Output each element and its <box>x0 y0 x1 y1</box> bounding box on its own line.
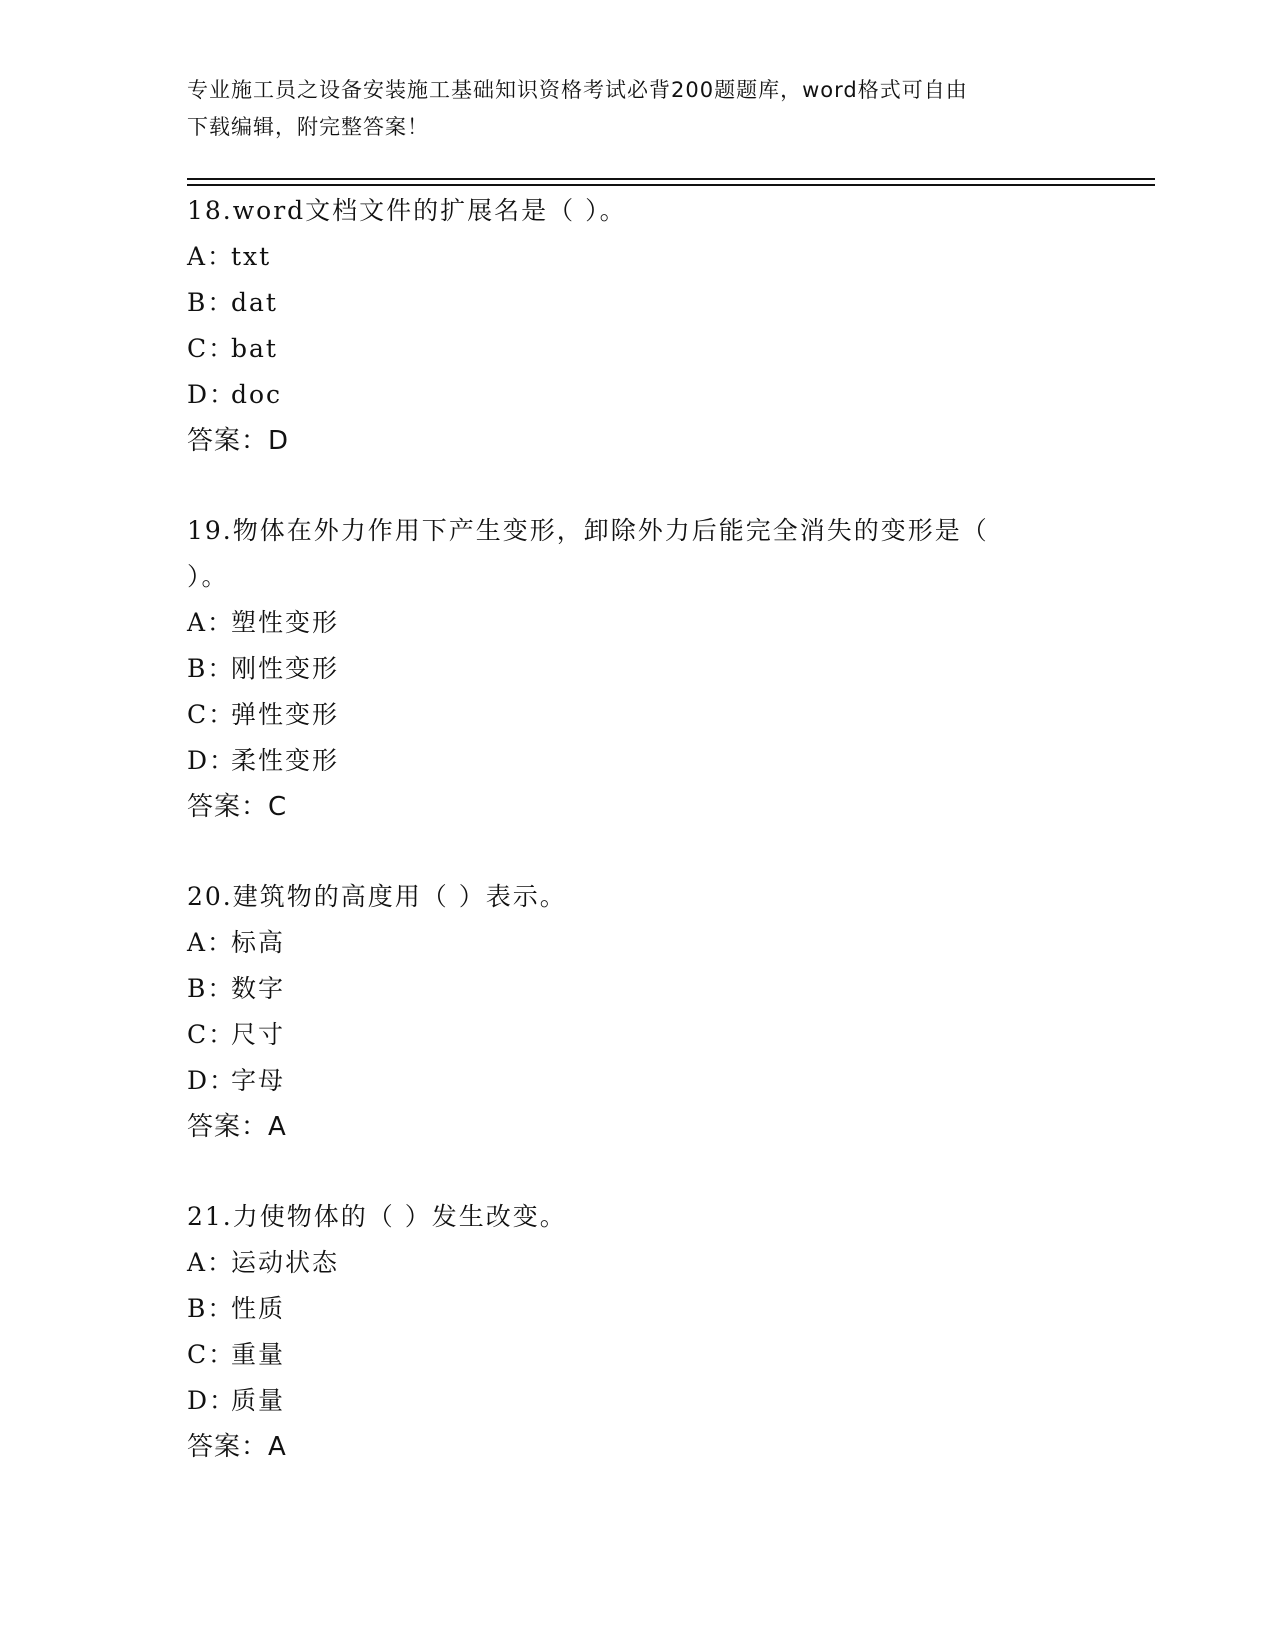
question-19 <box>187 508 1087 830</box>
option-letter: D： <box>187 1066 237 1095</box>
option-c <box>187 1332 1087 1378</box>
option-letter: B： <box>187 654 235 683</box>
option-letter: C： <box>187 334 236 363</box>
header-line-1: 专业施工员之设备安装施工基础知识资格考试必背200题题库，word格式可自由 <box>187 78 968 102</box>
option-text: 刚性变形 <box>231 654 340 683</box>
header-rule-bottom <box>187 184 1155 186</box>
option-d <box>187 372 1087 418</box>
option-letter: A： <box>187 242 235 271</box>
question-stem <box>187 188 1087 234</box>
question-text: 物体在外力作用下产生变形，卸除外力后能完全消失的变形是（ <box>232 516 989 545</box>
option-text: 质量 <box>231 1386 286 1415</box>
question-18 <box>187 188 1087 464</box>
question-stem <box>187 1194 1087 1240</box>
document-header <box>187 72 1067 146</box>
option-c <box>187 326 1087 372</box>
option-text: dat <box>231 288 278 317</box>
option-c <box>187 1012 1087 1058</box>
answer-line: 答案：A <box>187 1112 287 1142</box>
answer-line: 答案：C <box>187 792 288 822</box>
option-a <box>187 1240 1087 1286</box>
option-letter: A： <box>187 928 235 957</box>
header-line-2: 下载编辑，附完整答案！ <box>187 115 429 139</box>
option-d <box>187 1058 1087 1104</box>
option-text: 弹性变形 <box>231 700 340 729</box>
option-b <box>187 280 1087 326</box>
option-text: txt <box>231 242 272 271</box>
question-text: word文档文件的扩展名是（ ）。 <box>232 196 627 225</box>
question-stem <box>187 508 1087 554</box>
option-letter: C： <box>187 700 236 729</box>
question-20 <box>187 874 1087 1150</box>
option-letter: B： <box>187 974 235 1003</box>
question-number: 21. <box>187 1202 233 1231</box>
option-letter: A： <box>187 608 235 637</box>
question-number: 19. <box>187 516 233 545</box>
option-text: 字母 <box>231 1066 286 1095</box>
option-letter: C： <box>187 1020 236 1049</box>
question-text: 建筑物的高度用（ ）表示。 <box>232 882 567 911</box>
option-text: 尺寸 <box>231 1020 286 1049</box>
question-stem <box>187 874 1087 920</box>
option-b <box>187 966 1087 1012</box>
option-text: 运动状态 <box>231 1248 340 1277</box>
option-a <box>187 234 1087 280</box>
answer-line: 答案：A <box>187 1432 287 1462</box>
question-stem-continuation: ）。 <box>187 562 229 591</box>
option-letter: D： <box>187 1386 237 1415</box>
option-b <box>187 1286 1087 1332</box>
option-d <box>187 1378 1087 1424</box>
option-a <box>187 600 1087 646</box>
option-text: 重量 <box>231 1340 286 1369</box>
option-d <box>187 738 1087 784</box>
option-text: bat <box>231 334 278 363</box>
option-letter: B： <box>187 1294 235 1323</box>
question-text: 力使物体的（ ）发生改变。 <box>232 1202 567 1231</box>
option-letter: A： <box>187 1248 235 1277</box>
question-number: 20. <box>187 882 233 911</box>
option-text: doc <box>231 380 283 409</box>
option-text: 塑性变形 <box>231 608 340 637</box>
option-letter: C： <box>187 1340 236 1369</box>
option-b <box>187 646 1087 692</box>
option-c <box>187 692 1087 738</box>
option-text: 数字 <box>231 974 286 1003</box>
option-letter: B： <box>187 288 235 317</box>
option-text: 性质 <box>231 1294 286 1323</box>
question-number: 18. <box>187 196 233 225</box>
answer-line: 答案：D <box>187 426 290 456</box>
option-a <box>187 920 1087 966</box>
question-21 <box>187 1194 1087 1470</box>
option-letter: D： <box>187 380 237 409</box>
option-text: 标高 <box>231 928 286 957</box>
header-rule-top <box>187 178 1155 180</box>
option-letter: D： <box>187 746 237 775</box>
option-text: 柔性变形 <box>231 746 340 775</box>
